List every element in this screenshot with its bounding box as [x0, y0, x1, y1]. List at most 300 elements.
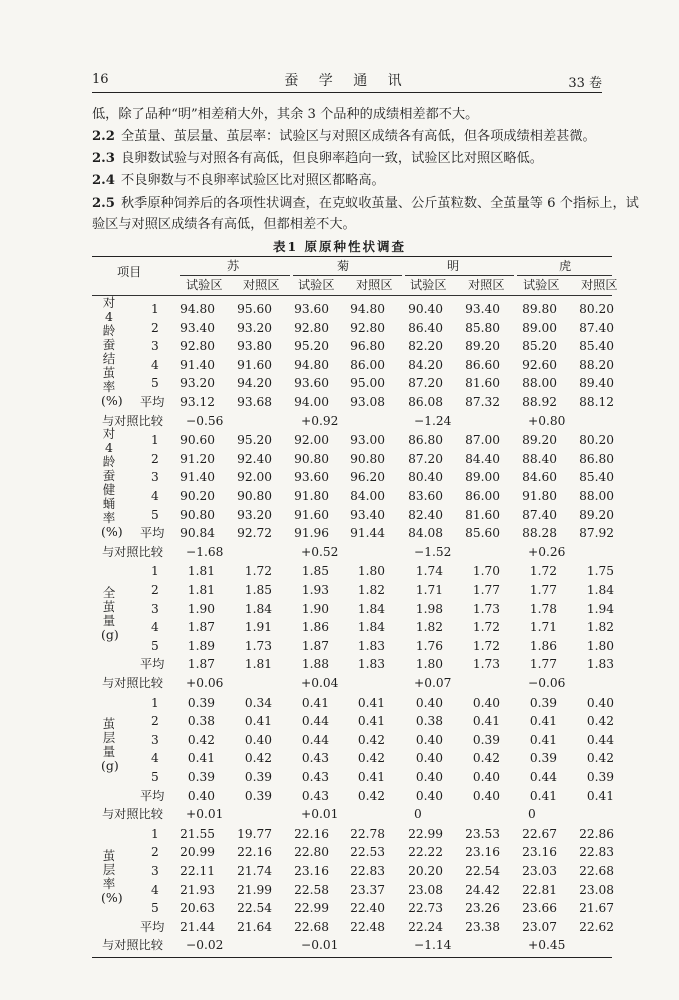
table-cell: 87.92: [579, 526, 614, 541]
group-name: [101, 847, 123, 905]
row-label: 5: [151, 638, 159, 653]
table-cell: 94.20: [237, 376, 272, 391]
paragraph-line: [92, 126, 612, 147]
compare-value: +0.04: [301, 676, 339, 690]
table-cell: 1.88: [301, 657, 329, 672]
table-cell: 88.20: [579, 357, 614, 372]
breed-header: 明: [447, 259, 460, 273]
table-cell: 23.07: [522, 919, 557, 934]
table-cell: 84.40: [465, 451, 500, 466]
table-cell: 92.00: [237, 470, 272, 485]
header-rule: [92, 295, 612, 296]
row-label: 2: [151, 320, 159, 335]
compare-value: +0.26: [528, 544, 566, 559]
table-cell: 82.20: [408, 339, 443, 354]
compare-value: +0.01: [301, 807, 339, 822]
compare-value: +0.07: [414, 676, 452, 690]
table-cell: 93.40: [350, 507, 385, 522]
sub-header: 试验区: [186, 278, 223, 292]
table-cell: 0.39: [244, 770, 272, 784]
table-cell: 23.16: [522, 845, 557, 860]
table-cell: 22.62: [579, 919, 614, 934]
table-cell: 22.73: [408, 901, 443, 916]
paragraph-text: 良卵数试验与对照各有高低，但良卵率趋向一致，试验区比对照区略低。: [120, 151, 543, 166]
table-cell: 93.20: [180, 376, 215, 391]
table-cell: 86.80: [579, 451, 614, 466]
table-cell: 86.08: [408, 395, 443, 409]
sub-header: 对照区: [243, 278, 280, 292]
table-cell: 1.86: [529, 638, 557, 653]
table-cell: 23.53: [465, 826, 500, 841]
table-cell: 0.41: [187, 751, 215, 766]
table-cell: 93.40: [180, 320, 215, 335]
table-cell: 93.60: [294, 470, 329, 485]
page-header: [92, 70, 602, 93]
table-cell: 1.84: [586, 583, 614, 597]
table-cell: 1.71: [415, 583, 443, 597]
compare-value: −0.01: [301, 938, 339, 953]
group-name-char: 茧: [102, 847, 116, 863]
compare-value: +0.80: [528, 413, 566, 428]
table-cell: 23.37: [350, 882, 385, 897]
table-cell: 1.87: [187, 620, 215, 635]
table-cell: 0.40: [415, 695, 443, 710]
table-cell: 84.00: [350, 489, 385, 503]
table-cell: 1.81: [244, 657, 272, 672]
table-cell: 22.83: [579, 845, 614, 860]
table-cell: 1.80: [586, 638, 614, 653]
table-cell: 0.38: [415, 714, 443, 729]
table-cell: 93.08: [350, 395, 385, 409]
table-cell: 89.80: [522, 302, 557, 316]
table-cell: 0.44: [586, 732, 614, 747]
table-cell: 1.93: [301, 583, 329, 597]
table-cell: 0.39: [586, 770, 614, 784]
table-cell: 23.16: [465, 845, 500, 860]
row-label: 4: [151, 882, 159, 897]
paragraph-text: 秋季原种饲养后的各项性状调查，在克蚁收茧量、公斤茧粒数、全茧量等 6 个指标上，试: [120, 196, 639, 211]
table-cell: 88.00: [522, 376, 557, 391]
table-cell: 22.80: [294, 845, 329, 860]
group-name-char: (g): [101, 758, 119, 774]
table-cell: 1.84: [357, 620, 385, 635]
table-cell: 91.80: [522, 489, 557, 503]
sub-header: 试验区: [523, 278, 560, 292]
table-cell: 1.90: [301, 601, 329, 616]
paragraph-line: [92, 193, 639, 214]
table-cell: 1.83: [357, 638, 385, 653]
compare-value: 0: [414, 807, 422, 822]
compare-value: +0.01: [186, 807, 224, 822]
table-cell: 1.74: [415, 564, 443, 579]
table-caption: 表1 原原种性状调查: [272, 239, 407, 254]
table-cell: 0.43: [301, 751, 329, 766]
table-cell: 0.42: [187, 732, 215, 747]
table-cell: 0.42: [357, 732, 385, 747]
table-cell: 22.83: [350, 864, 385, 878]
table-cell: 0.44: [529, 770, 557, 784]
table-cell: 84.60: [522, 470, 557, 485]
row-label: 1: [151, 564, 159, 579]
group-name-char: 蚕: [102, 468, 116, 483]
table-cell: 23.38: [465, 919, 500, 934]
row-label: 2: [151, 583, 159, 597]
table-cell: 0.44: [301, 732, 329, 747]
table-cell: 23.08: [408, 882, 443, 897]
table-cell: 1.73: [472, 601, 500, 616]
table-cell: 21.44: [180, 919, 215, 934]
table-cell: 0.40: [586, 695, 614, 710]
group-name-char: 蚕: [102, 336, 116, 352]
volume-label: 33 卷: [568, 76, 602, 91]
table-cell: 22.58: [294, 882, 329, 897]
table-cell: 93.00: [350, 433, 385, 448]
table-cell: 23.66: [522, 901, 557, 916]
table-cell: 0.41: [357, 770, 385, 784]
table-cell: 0.39: [244, 788, 272, 803]
table-cell: 21.64: [237, 919, 272, 934]
table-cell: 90.80: [180, 507, 215, 522]
table-cell: 1.90: [187, 601, 215, 616]
table-cell: 81.60: [465, 376, 500, 391]
table-cell: 88.00: [579, 489, 614, 503]
sub-header: 对照区: [356, 278, 393, 292]
table-cell: 87.40: [579, 320, 614, 335]
compare-label: 与对照比较: [102, 676, 163, 690]
table-cell: 88.12: [579, 395, 614, 409]
row-label: 2: [151, 714, 159, 729]
compare-value: +0.45: [528, 938, 566, 953]
group-name-char: 4: [105, 308, 113, 324]
table-cell: 95.20: [294, 339, 329, 354]
compare-value: −0.06: [528, 676, 566, 690]
table-cell: 21.67: [579, 901, 614, 916]
table-cell: 86.40: [408, 320, 443, 335]
table-cell: 21.93: [180, 882, 215, 897]
group-name-char: 结: [102, 350, 116, 366]
compare-value: +0.06: [186, 676, 224, 690]
table-cell: 1.77: [472, 583, 500, 597]
table-cell: 89.40: [579, 376, 614, 391]
table-cell: 88.28: [522, 526, 557, 541]
row-label: 平均: [140, 919, 165, 934]
table-cell: 1.71: [529, 620, 557, 635]
table-bottom-rule: [92, 957, 612, 958]
sub-header: 试验区: [410, 278, 447, 292]
table-cell: 21.99: [237, 882, 272, 897]
table-cell: 0.41: [472, 714, 500, 729]
table-cell: 0.42: [357, 788, 385, 803]
table-cell: 22.67: [522, 826, 557, 841]
table-cell: 91.40: [180, 470, 215, 485]
table-cell: 0.40: [187, 788, 215, 803]
table-cell: 0.38: [187, 714, 215, 729]
table-cell: 90.80: [237, 489, 272, 503]
compare-value: −0.56: [186, 413, 224, 428]
group-name-char: 茧: [102, 364, 116, 380]
group-name: [101, 586, 117, 642]
table-cell: 89.20: [465, 339, 500, 354]
group-name-char: (%): [101, 889, 123, 905]
paragraph-line: [92, 214, 612, 235]
compare-label: 与对照比较: [102, 938, 163, 953]
table-cell: 92.80: [180, 339, 215, 354]
group-name-char: (%): [101, 524, 123, 539]
table-cell: 1.72: [472, 620, 500, 635]
group-name-char: 全: [102, 585, 116, 601]
table-cell: 85.80: [465, 320, 500, 335]
table-cell: 0.39: [529, 751, 557, 766]
table-cell: 96.20: [350, 470, 385, 485]
paragraph-text: 验区与对照区成绩各有高低，但都相差不大。: [92, 217, 356, 232]
sub-header: 对照区: [581, 278, 618, 292]
compare-value: +0.52: [301, 544, 339, 559]
row-label: 3: [151, 470, 159, 485]
paragraph-line: [92, 170, 612, 191]
table-cell: 94.80: [350, 302, 385, 316]
sub-header: 试验区: [298, 278, 335, 292]
paragraph-text: 全茧量、茧层量、茧层率：试验区与对照区成绩各有高低，但各项成绩相差甚微。: [120, 129, 596, 144]
table-cell: 86.00: [465, 489, 500, 503]
table-cell: 19.77: [237, 826, 272, 841]
table-cell: 22.68: [294, 919, 329, 934]
paragraph-line: [92, 104, 612, 125]
row-label: 平均: [140, 526, 165, 541]
compare-label: 与对照比较: [102, 413, 163, 428]
table-cell: 1.86: [301, 620, 329, 635]
table-cell: 87.20: [408, 451, 443, 466]
table-cell: 1.73: [244, 638, 272, 653]
table-cell: 21.74: [237, 864, 272, 878]
compare-value: −1.14: [414, 938, 452, 953]
table-cell: 22.16: [294, 826, 329, 841]
table-cell: 1.77: [529, 657, 557, 672]
compare-value: −1.68: [186, 544, 224, 559]
compare-value: −1.24: [414, 413, 452, 428]
table-cell: 0.34: [244, 695, 272, 710]
table-cell: 80.20: [579, 302, 614, 316]
table-cell: 22.86: [579, 826, 614, 841]
breed-header: 虎: [559, 259, 572, 273]
group-name-char: 量: [102, 613, 116, 629]
table-cell: 93.68: [237, 395, 272, 409]
table-cell: 92.40: [237, 451, 272, 466]
table-cell: 0.41: [301, 695, 329, 710]
row-label: 3: [151, 864, 159, 878]
row-label: 平均: [140, 657, 165, 672]
table-cell: 22.81: [522, 882, 557, 897]
table-cell: 82.40: [408, 507, 443, 522]
table-cell: 1.84: [357, 601, 385, 616]
table-cell: 0.41: [529, 732, 557, 747]
table-cell: 1.85: [301, 564, 329, 579]
row-label: 1: [151, 695, 159, 710]
table-cell: 0.40: [415, 751, 443, 766]
compare-value: +0.92: [301, 413, 339, 428]
table-cell: 89.20: [579, 507, 614, 522]
table-cell: 0.42: [244, 751, 272, 766]
table-cell: 1.83: [586, 657, 614, 672]
table-cell: 22.22: [408, 845, 443, 860]
table-cell: 1.87: [187, 657, 215, 672]
table-cell: 86.80: [408, 433, 443, 448]
table-cell: 22.54: [237, 901, 272, 916]
table-cell: 93.12: [180, 395, 215, 409]
table-cell: 93.60: [294, 376, 329, 391]
table-cell: 1.80: [357, 564, 385, 579]
item-header: 项目: [117, 265, 142, 279]
row-label: 5: [151, 507, 159, 522]
table-cell: 23.16: [294, 864, 329, 878]
row-label: 5: [151, 376, 159, 391]
paragraph-text: 低，除了品种“明”相差稍大外，其余 3 个品种的成绩相差都不大。: [92, 107, 479, 122]
table-cell: 0.41: [586, 788, 614, 803]
table-cell: 85.40: [579, 339, 614, 354]
table-cell: 1.81: [187, 564, 215, 579]
table-cell: 20.99: [180, 845, 215, 860]
group-name-char: 龄: [102, 322, 116, 338]
table-cell: 1.72: [244, 564, 272, 579]
table-cell: 86.00: [350, 357, 385, 372]
table-cell: 20.20: [408, 864, 443, 878]
table-cell: 95.20: [237, 433, 272, 448]
table-cell: 1.82: [415, 620, 443, 635]
table-cell: 85.60: [465, 526, 500, 541]
paragraph-line: [92, 148, 612, 169]
group-name-char: 4: [105, 440, 113, 455]
table-cell: 0.40: [472, 770, 500, 784]
table-cell: 1.91: [244, 620, 272, 635]
group-name-char: 对: [102, 426, 116, 441]
table-cell: 87.32: [465, 395, 500, 409]
table-cell: 0.40: [415, 732, 443, 747]
group-name-char: 茧: [102, 599, 116, 615]
table-cell: 1.89: [187, 638, 215, 653]
group-name-char: 龄: [102, 454, 116, 469]
table-cell: 0.41: [529, 788, 557, 803]
table-cell: 22.48: [350, 919, 385, 934]
table-cell: 22.68: [579, 864, 614, 878]
table-cell: 0.39: [187, 770, 215, 784]
table-cell: 0.40: [472, 788, 500, 803]
table-cell: 22.11: [180, 864, 215, 878]
table-cell: 84.20: [408, 357, 443, 372]
table-cell: 0.40: [244, 732, 272, 747]
table-cell: 1.83: [357, 657, 385, 672]
table-cell: 83.60: [408, 489, 443, 503]
table-cell: 23.08: [579, 882, 614, 897]
table-cell: 0.41: [529, 714, 557, 729]
table-cell: 94.80: [180, 302, 215, 316]
table-cell: 0.40: [415, 788, 443, 803]
table-cell: 0.39: [529, 695, 557, 710]
table-cell: 22.40: [350, 901, 385, 916]
group-name-char: (%): [101, 392, 123, 408]
table-cell: 91.44: [350, 526, 385, 541]
breed-header: 菊: [337, 259, 350, 273]
row-label: 2: [151, 845, 159, 860]
table-cell: 0.42: [357, 751, 385, 766]
table-cell: 94.80: [294, 357, 329, 372]
row-label: 2: [151, 451, 159, 466]
row-label: 4: [151, 620, 159, 635]
table-cell: 87.00: [465, 433, 500, 448]
table-cell: 1.87: [301, 638, 329, 653]
table-cell: 91.20: [180, 451, 215, 466]
table-cell: 92.60: [522, 357, 557, 372]
table-cell: 92.72: [237, 526, 272, 541]
table-cell: 1.85: [244, 583, 272, 597]
table-cell: 1.70: [472, 564, 500, 579]
group-name-char: 率: [102, 875, 116, 891]
table-cell: 88.40: [522, 451, 557, 466]
table-cell: 24.42: [465, 882, 500, 897]
group-name-char: (g): [101, 627, 119, 643]
group-name: [101, 717, 117, 773]
table-cell: 1.84: [244, 601, 272, 616]
table-cell: 1.82: [357, 583, 385, 597]
group-name-char: 率: [102, 378, 116, 394]
compare-value: 0: [528, 807, 536, 822]
table-cell: 1.73: [472, 657, 500, 672]
group-name: [101, 426, 123, 539]
table-cell: 93.80: [237, 339, 272, 354]
table-cell: 91.96: [294, 526, 329, 541]
group-name-char: 茧: [102, 716, 116, 732]
table-cell: 87.40: [522, 507, 557, 522]
table-cell: 22.16: [237, 845, 272, 860]
table-cell: 90.20: [180, 489, 215, 503]
table-cell: 89.00: [465, 470, 500, 485]
table-cell: 1.82: [586, 620, 614, 635]
table-cell: 0.41: [357, 695, 385, 710]
table-cell: 90.40: [408, 302, 443, 316]
group-name-char: 对: [102, 294, 116, 310]
table-cell: 91.40: [180, 357, 215, 372]
section-number: 2.2: [92, 129, 115, 144]
table-cell: 81.60: [465, 507, 500, 522]
section-number: 2.4: [92, 173, 115, 188]
table-cell: 0.39: [187, 695, 215, 710]
table-cell: 1.98: [415, 601, 443, 616]
table-cell: 0.43: [301, 770, 329, 784]
table-cell: 93.20: [237, 320, 272, 335]
compare-value: −1.52: [414, 544, 452, 559]
table-cell: 92.80: [294, 320, 329, 335]
group-name-char: 层: [102, 861, 116, 877]
table-cell: 90.84: [180, 526, 215, 541]
table-cell: 91.60: [237, 357, 272, 372]
row-label: 1: [151, 433, 159, 448]
table-cell: 96.80: [350, 339, 385, 354]
table-cell: 92.80: [350, 320, 385, 335]
table-cell: 1.75: [586, 564, 614, 579]
table-cell: 91.80: [294, 489, 329, 503]
group-name-char: 蛹: [102, 496, 116, 511]
table-cell: 87.20: [408, 376, 443, 391]
row-label: 4: [151, 357, 159, 372]
table-cell: 84.08: [408, 526, 443, 541]
table-cell: 85.40: [579, 470, 614, 485]
table-top-rule: [92, 256, 612, 257]
table-cell: 93.40: [465, 302, 500, 316]
table-cell: 93.20: [237, 507, 272, 522]
compare-label: 与对照比较: [102, 807, 163, 822]
row-label: 5: [151, 901, 159, 916]
table-cell: 90.60: [180, 433, 215, 448]
compare-label: 与对照比较: [102, 544, 163, 559]
row-label: 平均: [140, 788, 165, 803]
